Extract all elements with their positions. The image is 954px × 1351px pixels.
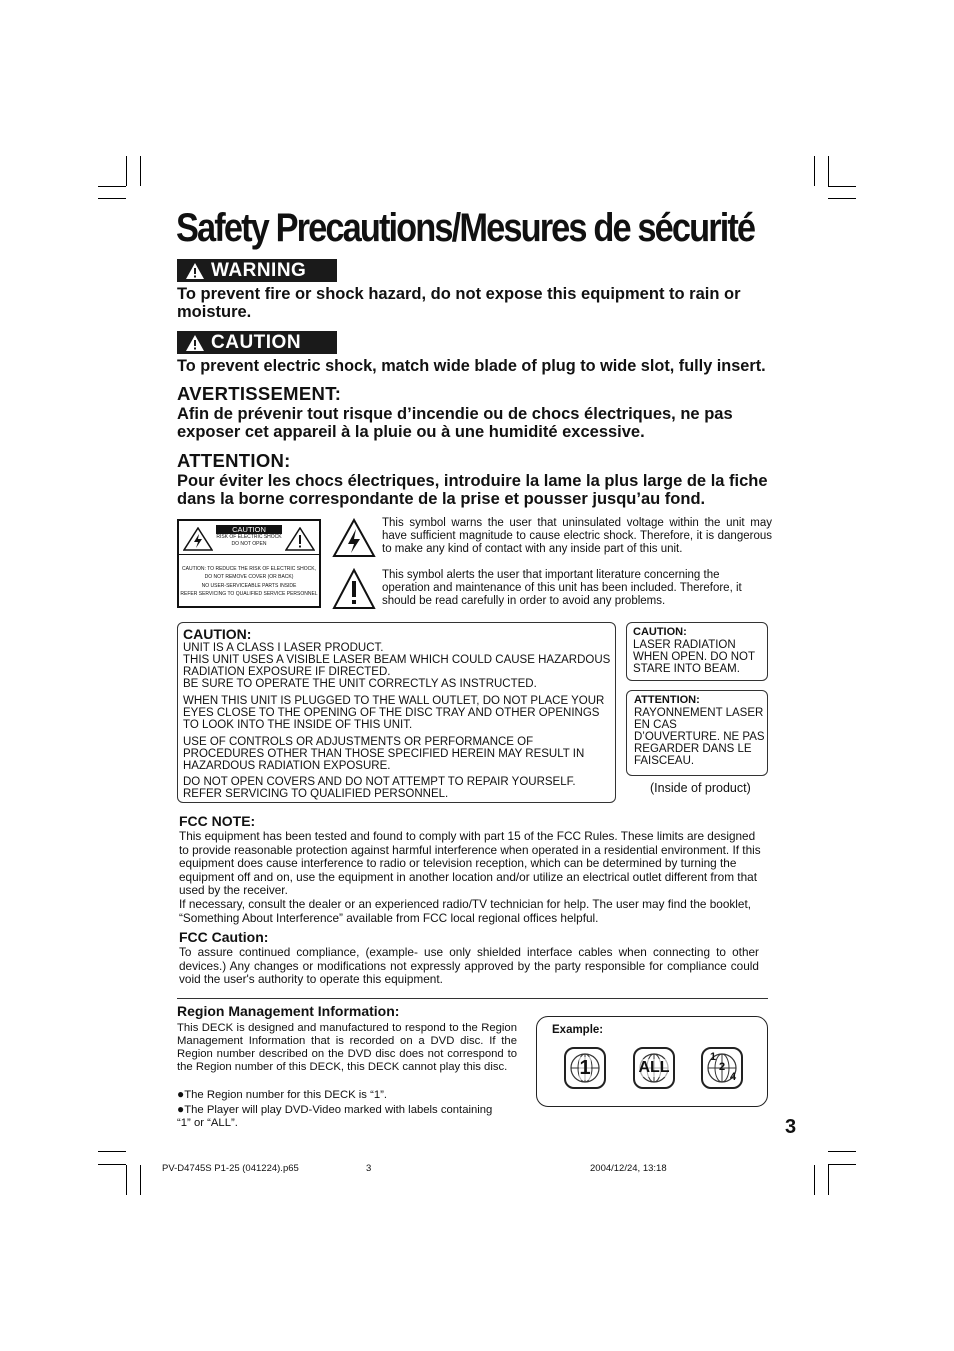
label-line: NO USER-SERVICEABLE PARTS INSIDE xyxy=(201,583,297,589)
exclamation-triangle-icon xyxy=(332,568,376,610)
crop-mark xyxy=(98,1151,126,1152)
inside-of-product-note: (Inside of product) xyxy=(650,781,751,795)
region-text: This DECK is designed and manufactured to respond to the Region Management Information that is recorded on a DVD disc. If the Region number described on the DVD disc does not correspond to the Region number of this DECK, this DECK cannot play this disc. xyxy=(177,1022,517,1073)
crop-mark xyxy=(828,1165,829,1195)
caution-badge xyxy=(177,331,337,354)
bullet-icon: ● xyxy=(177,1102,185,1116)
crop-mark xyxy=(98,1164,126,1165)
side-caution-text: LASER RADIATION WHEN OPEN. DO NOT STARE INTO BEAM. xyxy=(633,639,755,675)
warning-triangle-icon xyxy=(185,262,205,280)
label-line: REFER SERVICING TO QUALIFIED SERVICE PERSONNEL xyxy=(180,591,318,597)
warning-badge xyxy=(177,259,337,282)
lightning-triangle-icon xyxy=(183,527,213,551)
region-multi-a: 1 xyxy=(710,1051,717,1063)
label-line: DO NOT REMOVE COVER (OR BACK) xyxy=(204,574,294,580)
warning-badge-label: WARNING xyxy=(211,259,307,281)
fcc-note-heading: FCC NOTE: xyxy=(179,813,256,829)
section-divider xyxy=(177,998,768,999)
page-number: 3 xyxy=(785,1116,797,1138)
bullet-icon: ● xyxy=(177,1087,185,1101)
crop-mark xyxy=(140,156,141,186)
region-bullet-2 xyxy=(177,1103,497,1130)
crop-mark xyxy=(814,1165,815,1195)
caution-label-graphic xyxy=(177,519,321,608)
example-label: Example: xyxy=(552,1024,604,1036)
side-attention-heading: ATTENTION: xyxy=(634,694,700,706)
region-multi-icon xyxy=(701,1047,743,1089)
side-caution-heading: CAUTION: xyxy=(633,626,687,638)
crop-mark xyxy=(828,198,856,199)
exclamation-symbol-text: This symbol alerts the user that important literature concerning the operation and maintenance of this unit has been included. Therefore, it should be read carefully in order to avoid any problems. xyxy=(382,569,742,607)
footer-file: PV-D4745S P1-25 (041224).p65 xyxy=(162,1163,299,1174)
laser-caution-box xyxy=(177,622,616,803)
label-caution-title: CAUTION xyxy=(216,525,282,534)
laser-caution-heading: CAUTION: xyxy=(183,626,252,642)
region-bullet-1-text: The Region number for this DECK is “1”. xyxy=(184,1089,388,1101)
region-bullet-1 xyxy=(177,1088,517,1102)
crop-mark xyxy=(828,186,856,187)
region-multi-b: 2 xyxy=(719,1061,726,1073)
crop-mark xyxy=(140,1165,141,1195)
side-attention-box xyxy=(626,690,768,776)
warning-text: To prevent fire or shock hazard, do not expose this equipment to rain or moisture. xyxy=(177,285,741,321)
laser-caution-p2: WHEN THIS UNIT IS PLUGGED TO THE WALL OUTLET, DO NOT PLACE YOUR EYES CLOSE TO THE OPENING OF THE DISC TRAY AND OTHER OPENINGS TO LOOK INTO THE INSIDE OF THIS UNIT. xyxy=(183,695,605,731)
caution-badge-label: CAUTION xyxy=(211,331,302,353)
attention-text: Pour éviter les chocs électriques, introduire la lame la plus large de la fiche dans la borne correspondante de la prise et pousser jusqu’au fond. xyxy=(177,472,768,508)
crop-mark xyxy=(126,1165,127,1195)
fcc-caution-text: To assure continued compliance, (example- use only shielded interface cables when connecting to other devices.) Any changes or modifications not expressly approved by the party responsible for compliance could void the user's authority to operate this equipment. xyxy=(179,945,759,986)
side-caution-box xyxy=(626,622,768,681)
footer-date: 2004/12/24, 13:18 xyxy=(590,1163,667,1174)
crop-mark xyxy=(98,198,126,199)
label-do-not-open: DO NOT OPEN xyxy=(231,541,267,547)
avertissement-text: Afin de prévenir tout risque d’incendie ou de chocs électriques, ne pas exposer cet appareil à la pluie ou à une humidité excessive. xyxy=(177,405,733,441)
region-multi-c: 4 xyxy=(730,1071,737,1083)
label-risk: RISK OF ELECTRIC SHOCK xyxy=(216,534,282,540)
crop-mark xyxy=(828,1151,856,1152)
crop-mark xyxy=(828,1164,856,1165)
avertissement-heading: AVERTISSEMENT: xyxy=(177,383,342,404)
page-title: Safety Precautions/Mesures de sécurité xyxy=(176,206,755,250)
fcc-caution-heading: FCC Caution: xyxy=(179,929,269,945)
region-1-number: 1 xyxy=(579,1056,591,1079)
region-heading: Region Management Information: xyxy=(177,1003,400,1019)
region-bullet-2-text: The Player will play DVD-Video marked with labels containing “1” or “ALL”. xyxy=(177,1104,493,1129)
fcc-note-p2: If necessary, consult the dealer or an experienced radio/TV technician for help. The user may find the booklet, “Something About Interference” available from FCC local regional offices helpful. xyxy=(179,897,752,925)
lightning-triangle-icon xyxy=(332,518,376,558)
crop-mark xyxy=(126,156,127,186)
region-all-icon xyxy=(633,1047,675,1089)
region-all-text: ALL xyxy=(638,1059,670,1076)
caution-text: To prevent electric shock, match wide blade of plug to wide slot, fully insert. xyxy=(177,357,766,375)
crop-mark xyxy=(98,186,126,187)
crop-mark xyxy=(828,156,829,186)
crop-mark xyxy=(814,156,815,186)
region-1-icon xyxy=(564,1047,606,1089)
lightning-symbol-text: This symbol warns the user that uninsulated voltage within the unit may have sufficient magnitude to cause electric shock. Therefore, it is dangerous to make any kind of contact with any inside part of this unit. xyxy=(382,517,772,555)
warning-triangle-icon xyxy=(185,334,205,352)
label-line: CAUTION: TO REDUCE THE RISK OF ELECTRIC SHOCK, xyxy=(182,566,316,572)
laser-caution-p1: UNIT IS A CLASS I LASER PRODUCT. THIS UNIT USES A VISIBLE LASER BEAM WHICH COULD CAUSE HAZARDOUS RADIATION EXPOSURE IF DIRECTED. BE SURE TO OPERATE THE UNIT CORRECTLY AS INSTRUCTED. xyxy=(183,642,611,690)
attention-heading: ATTENTION: xyxy=(177,450,291,471)
laser-caution-p3: USE OF CONTROLS OR ADJUSTMENTS OR PERFORMANCE OF PROCEDURES OTHER THAN THOSE SPECIFIED HEREIN MAY RESULT IN HAZARDOUS RADIATION EXPOSURE. xyxy=(183,736,585,772)
laser-caution-p4: DO NOT OPEN COVERS AND DO NOT ATTEMPT TO REPAIR YOURSELF. REFER SERVICING TO QUALIFIED PERSONNEL. xyxy=(183,776,576,800)
fcc-note-p1: This equipment has been tested and found to comply with part 15 of the FCC Rules. These limits are designed to provide reasonable protection against harmful interference when operated in a residential environment. If this equipment does cause interference to radio or television reception, which can be determined by turning the equipment off and on, use the equipment in another location and/or utilize an electrical outlet different from that used by the receiver. xyxy=(179,829,761,897)
exclamation-triangle-icon xyxy=(285,527,315,551)
side-attention-text: RAYONNEMENT LASER EN CAS D’OUVERTURE. NE PAS REGARDER DANS LE FAISCEAU. xyxy=(634,707,765,767)
footer-page: 3 xyxy=(366,1163,372,1174)
